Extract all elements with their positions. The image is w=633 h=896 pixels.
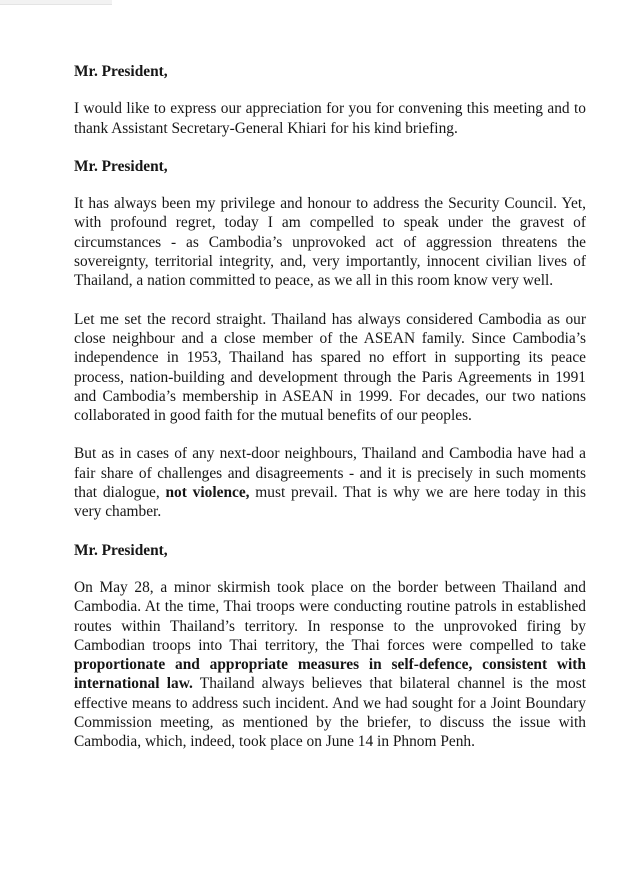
paragraph-skirmish-text-end: Thailand always believes that bilateral channel is the most effective means to address such incident. And we had sought for a Joint Boundary Commission meeting, as mentioned by the briefer, to discuss the issue with Cambodia, which, indeed, took place on June 14 in Phnom Penh. [74, 675, 586, 751]
paragraph-dialogue-emphasis: not violence, [165, 484, 250, 502]
paragraph-dialogue-text-start: But as in cases of any next-door neighbours, Thailand and Cambodia have had a fair share of challenges and disagreements - and it is precisely in such moments that dialogue, [74, 445, 586, 502]
salutation-heading: Mr. President, [74, 541, 168, 559]
paragraph-skirmish-text-start: On May 28, a minor skirmish took place on the border between Thailand and Cambodia. At the time, Thai troops were conducting routine patrols in established routes within Thailand’s territory. In response to the unprovoked firing by Cambodian troops into Thai territory, the Thai forces were compelled to take [74, 578, 586, 654]
paragraph-dialogue-text-end: must prevail. That is why we are here today in this very chamber. [74, 484, 586, 521]
paragraph-skirmish [74, 578, 586, 752]
paragraph-appreciation: I would like to express our appreciation for you for convening this meeting and to thank Assistant Secretary-General Khiari for his kind briefing. [74, 100, 586, 137]
paragraph-skirmish-emphasis: proportionate and appropriate measures in self-defence, consistent with international law. [74, 656, 586, 693]
page-top-edge [0, 0, 112, 5]
paragraph-circumstances: It has always been my privilege and honour to address the Security Council. Yet, with profound regret, today I am compelled to speak under the gravest of circumstances - as Cambodia’s unprovoked act of aggression threatens the sovereignty, territorial integrity, and, very importantly, innocent civilian lives of Thailand, a nation committed to peace, as we all in this room know very well. [74, 195, 586, 290]
salutation-heading: Mr. President, [74, 157, 168, 175]
paragraph-record: Let me set the record straight. Thailand has always considered Cambodia as our close neighbour and a close member of the ASEAN family. Since Cambodia’s independence in 1953, Thailand has spared no effort in supporting its peace process, nation-building and development through the Paris Agreements in 1991 and Cambodia’s membership in ASEAN in 1999. For decades, our two nations collaborated in good faith for the mutual benefits of our peoples. [74, 310, 586, 425]
paragraph-dialogue [74, 444, 586, 521]
speech-text [74, 62, 586, 771]
salutation-heading: Mr. President, [74, 63, 168, 80]
